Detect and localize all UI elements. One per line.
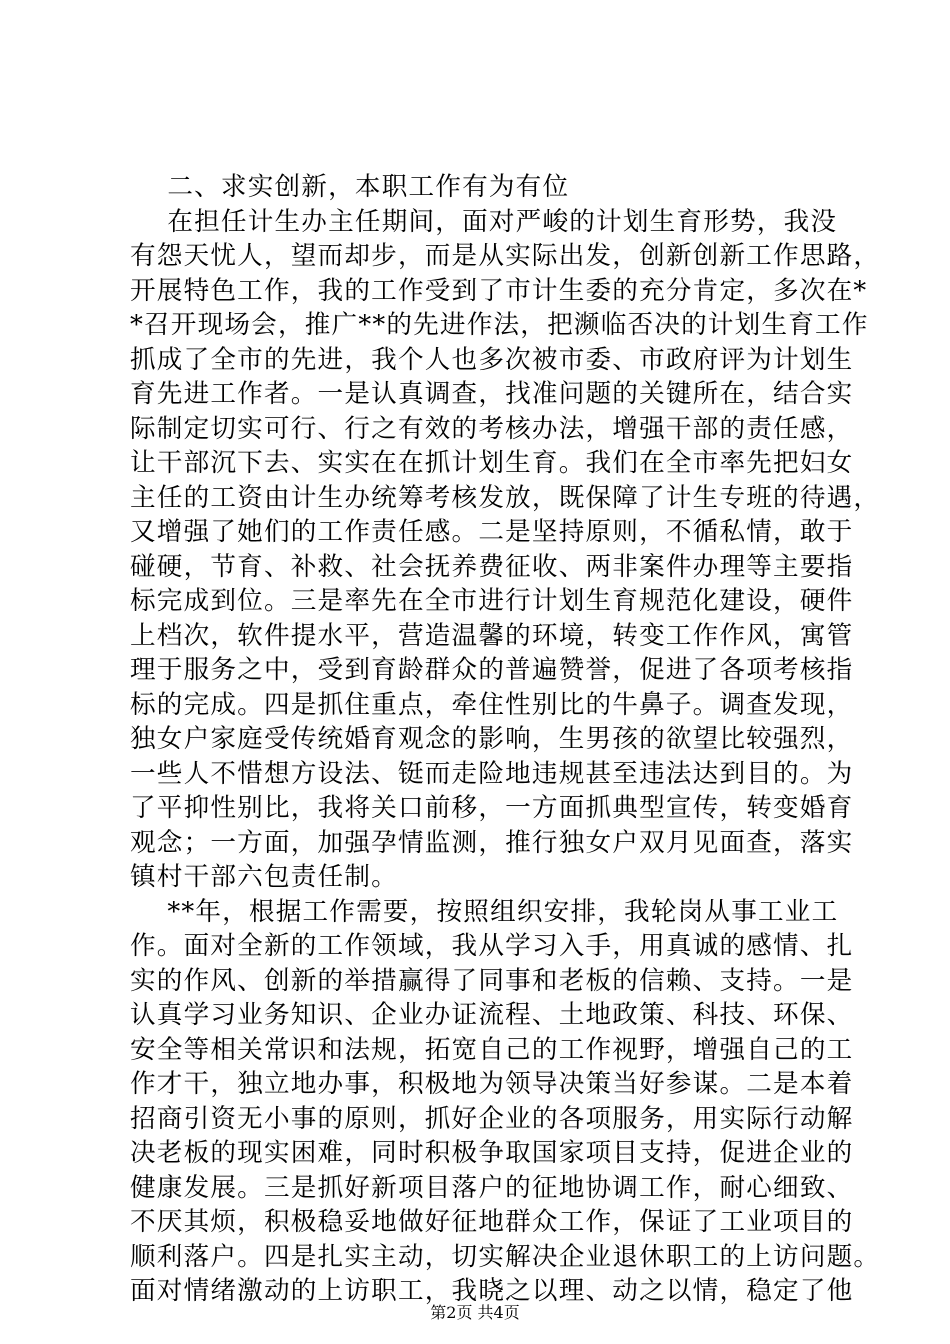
text-line: 实的作风、创新的举措赢得了同事和老板的信赖、支持。一是 xyxy=(130,965,854,996)
text-line: 抓成了全市的先进，我个人也多次被市委、市政府评为计划生 xyxy=(130,344,854,375)
text-line: 了平抑性别比，我将关口前移，一方面抓典型宣传，转变婚育 xyxy=(130,793,854,823)
text-line: 又增强了她们的工作责任感。二是坚持原则，不循私情，敢于 xyxy=(130,517,854,547)
text-line: 开展特色工作，我的工作受到了市计生委的充分肯定，多次在* xyxy=(130,275,868,306)
text-line: 健康发展。三是抓好新项目落户的征地协调工作，耐心细致、 xyxy=(130,1172,854,1203)
text-line: 主任的工资由计生办统筹考核发放，既保障了计生专班的待遇， xyxy=(130,482,881,513)
text-line: 面对情绪激动的上访职工，我晓之以理、动之以情，稳定了他 xyxy=(130,1276,854,1306)
text-line: 独女户家庭受传统婚育观念的影响，生男孩的欲望比较强烈， xyxy=(130,724,854,754)
text-line: 育先进工作者。一是认真调查，找准问题的关键所在，结合实 xyxy=(130,379,854,409)
text-line: **年，根据工作需要，按照组织安排，我轮岗从事工业工 xyxy=(130,896,839,927)
text-line: *召开现场会，推广**的先进作法，把濒临否决的计划生育工作 xyxy=(130,310,869,340)
text-line: 在担任计生办主任期间，面对严峻的计划生育形势，我没 xyxy=(130,206,838,237)
text-line: 标的完成。四是抓住重点，牵住性别比的牛鼻子。调查发现， xyxy=(130,689,854,720)
text-line: 决老板的现实困难，同时积极争取国家项目支持，促进企业的 xyxy=(130,1138,854,1168)
text-line: 认真学习业务知识、企业办证流程、土地政策、科技、环保、 xyxy=(130,1000,854,1030)
text-line: 不厌其烦，积极稳妥地做好征地群众工作，保证了工业项目的 xyxy=(130,1207,854,1237)
heading-section-two: 二、求实创新，本职工作有为有位 xyxy=(130,172,570,202)
text-line: 作。面对全新的工作领域，我从学习入手，用真诚的感情、扎 xyxy=(130,931,854,961)
text-line: 观念；一方面，加强孕情监测，推行独女户双月见面查，落实 xyxy=(130,827,854,858)
text-line: 标完成到位。三是率先在全市进行计划生育规范化建设，硬件 xyxy=(130,586,854,616)
text-line: 招商引资无小事的原则，抓好企业的各项服务，用实际行动解 xyxy=(130,1103,854,1134)
text-line: 镇村干部六包责任制。 xyxy=(130,862,398,892)
text-line: 上档次，软件提水平，营造温馨的环境，转变工作作风，寓管 xyxy=(130,620,854,651)
text-line: 际制定切实可行、行之有效的考核办法，增强干部的责任感， xyxy=(130,413,854,444)
text-line: 一些人不惜想方设法、铤而走险地违规甚至违法达到目的。为 xyxy=(130,758,854,789)
text-line: 安全等相关常识和法规，拓宽自己的工作视野，增强自己的工 xyxy=(130,1034,854,1065)
text-line: 顺利落户。四是扎实主动，切实解决企业退休职工的上访问题。 xyxy=(130,1241,881,1272)
text-line: 碰硬，节育、补救、社会抚养费征收、两非案件办理等主要指 xyxy=(130,551,854,582)
text-line: 有怨天忧人，望而却步，而是从实际出发，创新创新工作思路， xyxy=(130,241,881,271)
document-body xyxy=(130,170,881,1309)
page-footer: 第2页 共4页 xyxy=(430,1303,520,1322)
text-line: 让干部沉下去、实实在在抓计划生育。我们在全市率先把妇女 xyxy=(130,448,854,478)
text-line: 理于服务之中，受到育龄群众的普遍赞誉，促进了各项考核指 xyxy=(130,655,854,685)
text-line: 作才干，独立地办事，积极地为领导决策当好参谋。二是本着 xyxy=(130,1069,854,1099)
